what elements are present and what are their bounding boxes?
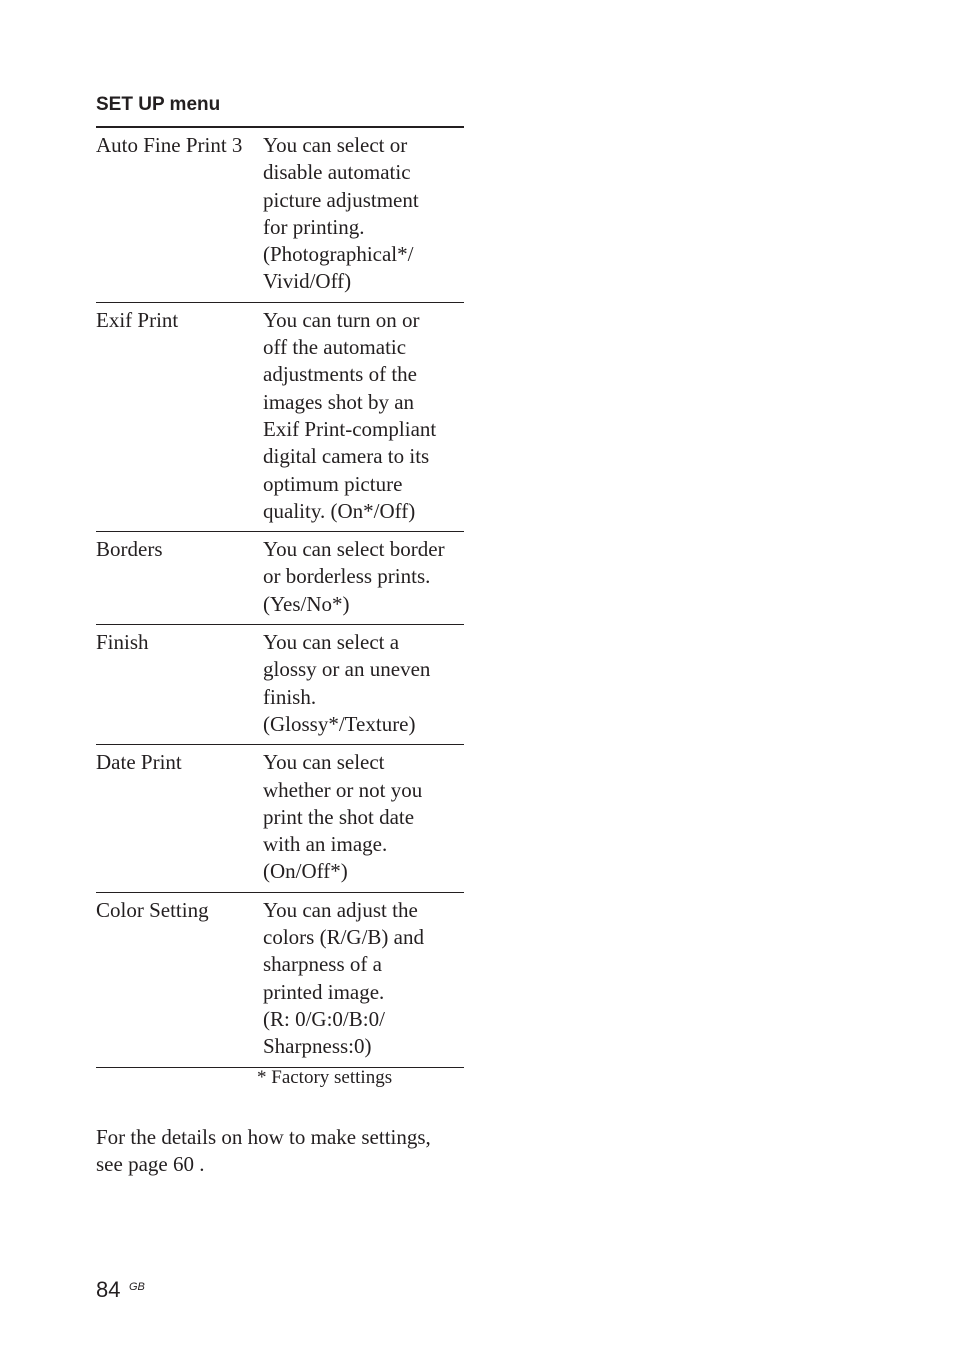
table-row [96, 893, 464, 1068]
menu-item-term: Finish [96, 630, 149, 655]
menu-item-term: Date Print [96, 750, 182, 775]
menu-item-description: You can select or disable automatic picture adjustment for printing. (Photographical*/ Vivid/Off) [263, 133, 419, 294]
page-language-suffix: GB [129, 1281, 145, 1293]
menu-item-term: Color Setting [96, 897, 209, 922]
table-row [96, 745, 464, 892]
menu-item-term: Exif Print [96, 307, 179, 332]
menu-item-term: Borders [96, 537, 163, 562]
table-row [96, 128, 464, 303]
menu-item-description: You can select border or borderless prints. (Yes/No*) [263, 537, 445, 616]
table-row [96, 532, 464, 625]
menu-item-description: You can turn on or off the automatic adjustments of the images shot by an Exif Print-compliant digital camera to its optimum picture quality. (On*/Off) [263, 307, 437, 523]
table-row [96, 625, 464, 745]
table-row [96, 303, 464, 532]
factory-settings-footnote: * Factory settings [257, 1067, 393, 1088]
page-number: 84 [96, 1277, 121, 1302]
menu-item-description: You can select a glossy or an uneven finish. (Glossy*/Texture) [263, 630, 431, 736]
menu-item-description: You can adjust the colors (R/G/B) and sharpness of a printed image. (R: 0/G:0/B:0/ Sharpness:0) [263, 897, 424, 1059]
section-heading: SET UP menu [96, 94, 221, 115]
setup-menu-table [96, 126, 464, 1068]
menu-item-term: Auto Fine Print 3 [96, 133, 243, 157]
details-paragraph: For the details on how to make settings, see page 60 . [96, 1125, 431, 1177]
menu-item-description: You can select whether or not you print the shot date with an image. (On/Off*) [263, 750, 423, 884]
